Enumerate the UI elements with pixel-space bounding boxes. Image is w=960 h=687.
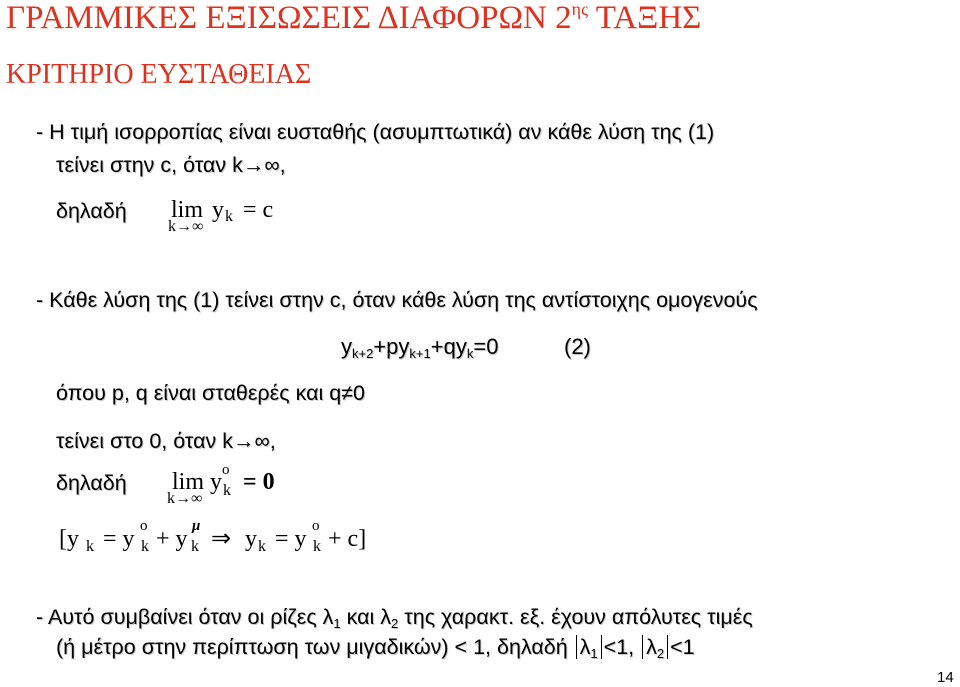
bullet-1-line-2: τείνει στην c, όταν k→∞, xyxy=(56,153,286,177)
lambda-2: λ xyxy=(646,635,657,659)
bullet-3-mid: <1, xyxy=(603,635,641,659)
formula-3-o1: o xyxy=(140,518,148,534)
bullet-3-sub-2: 2 xyxy=(391,616,399,631)
formula-3-k3: k xyxy=(191,538,199,555)
formula-3-k4: k xyxy=(258,538,266,555)
title-superscript: ης xyxy=(571,0,589,19)
page-number: 14 xyxy=(937,669,954,686)
formula-3-eq1: = y xyxy=(103,526,135,552)
bullet-3-sub-1: 1 xyxy=(333,616,341,631)
bullet-3-line-1 xyxy=(36,604,753,630)
formula-1-rhs: = c xyxy=(243,197,274,223)
formula-2-y: y xyxy=(210,469,222,495)
bullet-3-line-2 xyxy=(56,634,695,660)
formula-3-y2: y xyxy=(245,526,257,552)
title-end: ΤΑΞΗΣ xyxy=(588,0,702,36)
formula-2-o: o xyxy=(222,462,230,478)
bullet-3-line-1-b: και λ xyxy=(340,605,392,629)
eq2-sub-k2: k+2 xyxy=(352,346,374,361)
formula-3-implies: ⇒ xyxy=(211,526,232,552)
formula-1-k: k xyxy=(225,208,233,225)
formula-3-plus1: + y xyxy=(156,526,188,552)
abs-lambda-2 xyxy=(642,635,668,659)
equation-2-reference: (2) xyxy=(564,334,591,359)
tends-text: τείνει στο 0, όταν k→∞, xyxy=(56,429,276,453)
eq2-y: y xyxy=(341,334,352,359)
formula-2-lim: lim xyxy=(172,469,205,495)
abs-lambda-1 xyxy=(576,635,602,659)
formula-3-k2: k xyxy=(141,538,149,555)
formula-3-mu: μ xyxy=(192,518,201,534)
lambda-2-sub: 2 xyxy=(656,646,665,661)
page-title xyxy=(6,0,701,36)
formula-2-limit-condition: k→∞ xyxy=(167,490,203,507)
formula-1-y: y xyxy=(212,197,224,223)
bullet-3-line-1-a: - Αυτό συμβαίνει όταν οι ρίζες λ xyxy=(36,605,334,629)
eq2-sub-k1: k+1 xyxy=(409,346,431,361)
formula-3-eq2: = y xyxy=(275,526,307,552)
formula-1-limit-condition: k→∞ xyxy=(168,218,204,235)
formula-3-open: [y xyxy=(59,526,79,552)
bullet-3-line-1-c: της χαρακτ. εξ. έχουν απόλυτες τιμές xyxy=(398,605,753,629)
eq2-equals-zero: =0 xyxy=(473,334,499,359)
title-main: ΓΡΑΜΜΙΚΕΣ ΕΞΙΣΩΣΕΙΣ ΔΙΑΦΟΡΩΝ 2 xyxy=(6,0,572,36)
eq2-qy: +qy xyxy=(430,334,467,359)
formula-3-k5: k xyxy=(313,538,321,555)
bullet-1-line-1: - Η τιμή ισορροπίας είναι ευσταθής (ασυμπτωτικά) αν κάθε λύση της (1) xyxy=(36,120,715,144)
lambda-1: λ xyxy=(579,635,591,659)
bullet-3-end: <1 xyxy=(670,635,695,659)
bullet-3-line-2-a: (ή μέτρο στην περίπτωση των μιγαδικών) < 1, δηλαδή xyxy=(56,635,574,659)
formula-2-rhs: = 0 xyxy=(243,469,275,495)
formula-1-lim: lim xyxy=(171,197,204,223)
equation-2 xyxy=(341,334,498,360)
formula-1-label: δηλαδή xyxy=(56,199,127,223)
eq2-sub-k: k xyxy=(466,346,474,361)
eq2-py: +py xyxy=(373,334,410,359)
condition-text: όπου p, q είναι σταθερές και q≠0 xyxy=(56,381,365,405)
formula-2-label: δηλαδή xyxy=(56,471,127,495)
formula-3-o2: o xyxy=(312,518,320,534)
bullet-2-line-1: - Κάθε λύση της (1) τείνει στην c, όταν κάθε λύση της αντίστοιχης ομογενούς xyxy=(36,288,758,312)
formula-2-k: k xyxy=(223,482,231,499)
section-subtitle: ΚΡΙΤΗΡΙΟ ΕΥΣΤΑΘΕΙΑΣ xyxy=(6,59,312,90)
formula-3-k1: k xyxy=(86,538,94,555)
lambda-1-sub: 1 xyxy=(590,646,598,661)
formula-3-tail: + c] xyxy=(328,526,367,552)
